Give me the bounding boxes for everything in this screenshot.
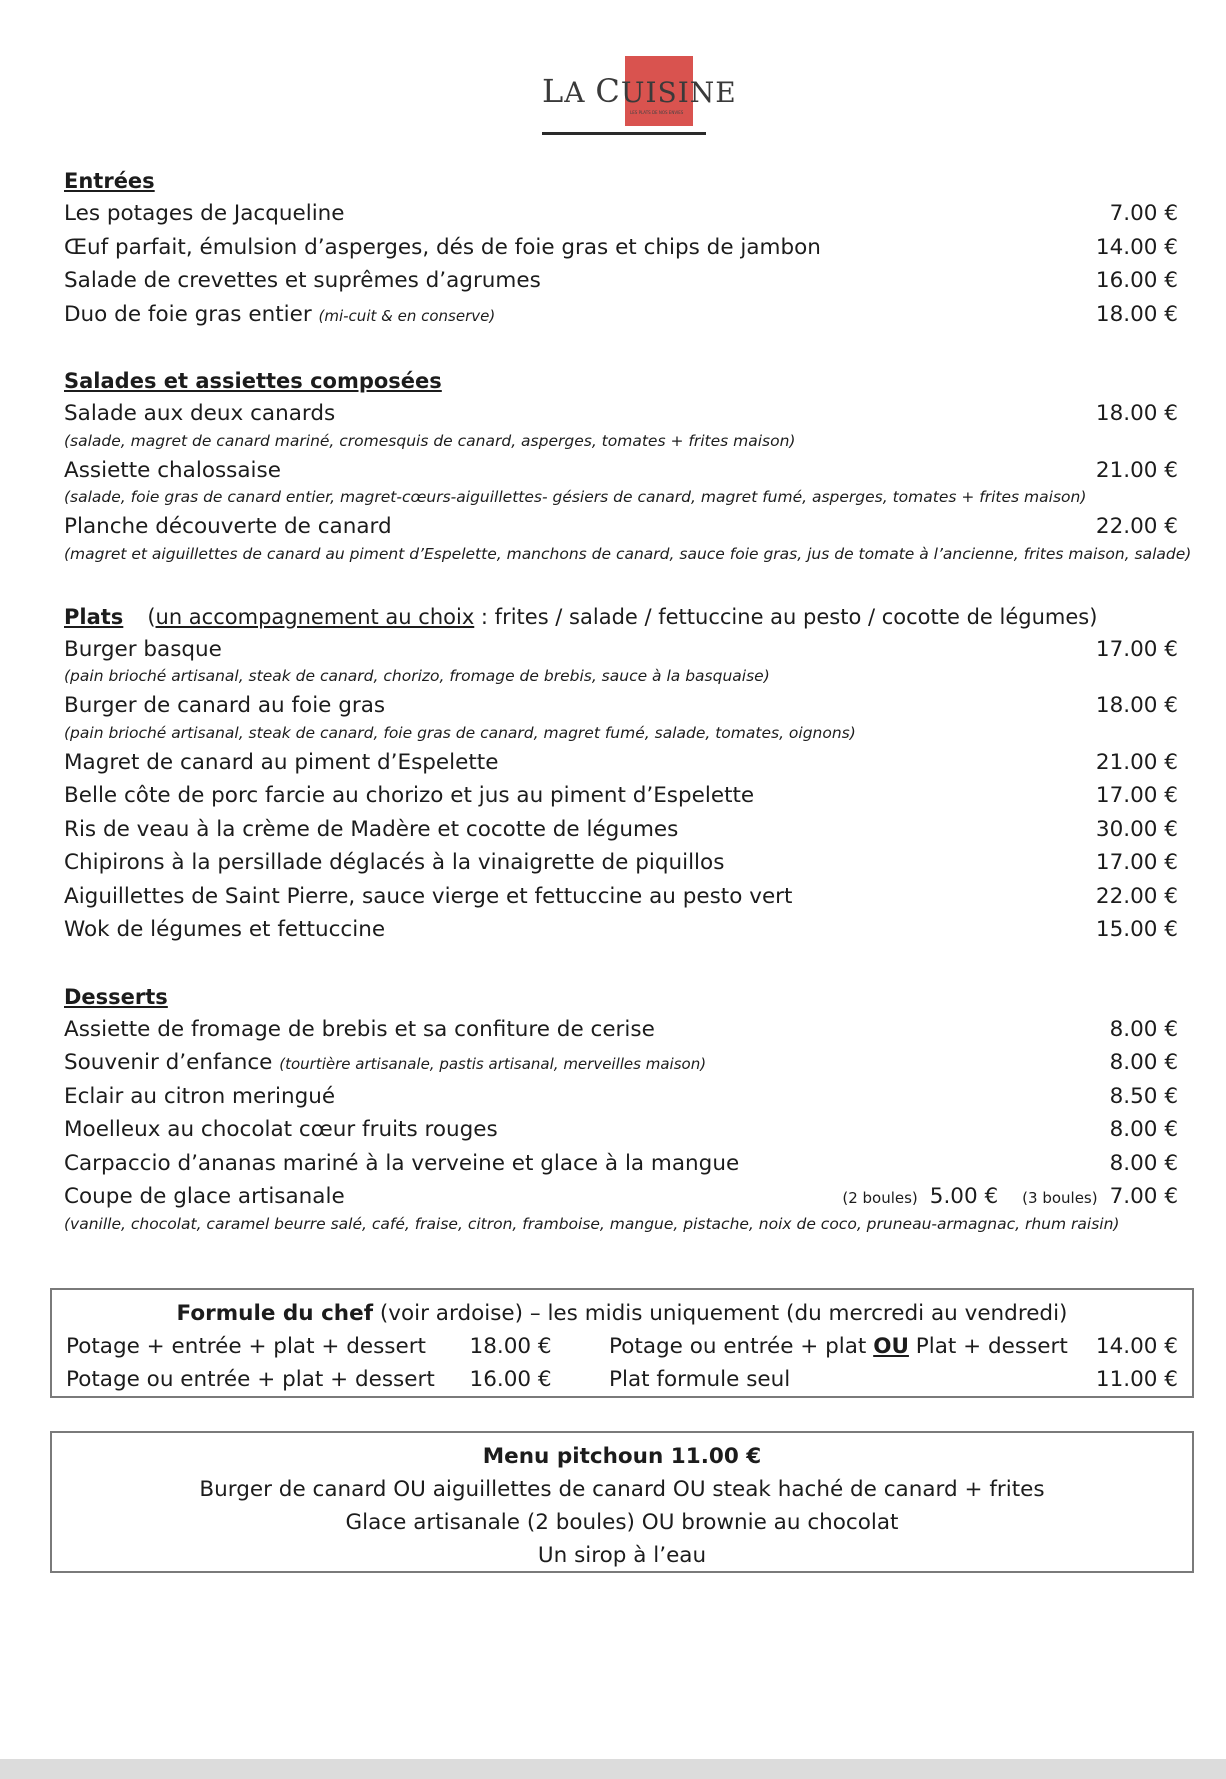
pitchoun-line: Un sirop à l’eau [537,1543,707,1568]
item-note: (tourtière artisanale, pastis artisanal, merveilles maison) [279,1055,707,1073]
item-price: 18.00 € [1095,693,1178,718]
item-name: Chipirons à la persillade déglacés à la vinaigrette de piquillos [64,850,725,875]
item-price: 21.00 € [1095,749,1178,775]
item-description: (pain brioché artisanal, steak de canard, foie gras de canard, magret fumé, salade, tomates, oignons) [64,723,856,742]
item-name: Moelleux au chocolat cœur fruits rouges [64,1117,498,1142]
menu-item [64,510,1178,544]
formule-row [66,1363,1178,1396]
glace-label-3: (3 boules) [1022,1189,1098,1207]
item-name: Salade aux deux canards [64,401,336,426]
menu-item [64,779,1178,813]
item-description: (salade, magret de canard mariné, cromesquis de canard, asperges, tomates + frites maison) [64,431,796,450]
logo-text: LA CUISINE [542,72,737,110]
item-price: 18.00 € [1095,301,1178,327]
item-name: Souvenir d’enfance [64,1050,273,1075]
section-salades [64,365,1192,567]
item-price: 14.00 € [1095,234,1178,260]
item-name: Coupe de glace artisanale [64,1184,345,1209]
pitchoun-line: Burger de canard OU aiguillettes de canard OU steak haché de canard + frites [199,1477,1045,1502]
menu-item [64,846,1178,880]
item-price: 8.00 € [1109,1150,1178,1176]
menu-item [64,1113,1178,1147]
pitchoun-box [50,1431,1194,1573]
menu-item [64,813,1178,847]
item-price: 17.00 € [1095,783,1178,808]
menu-item-glace [64,1180,1178,1214]
item-name: Carpaccio d’ananas mariné à la verveine et glace à la mangue [64,1150,740,1176]
formule-label: Potage ou entrée + plat + dessert [66,1367,435,1392]
item-name: Duo de foie gras entier [64,301,312,327]
menu-item [64,1013,1178,1047]
formule-row [66,1330,1178,1363]
section-entrees [64,165,1178,331]
pitchoun-line: Glace artisanale (2 boules) OU brownie au chocolat [345,1510,899,1535]
item-note: (mi-cuit & en conserve) [318,306,496,325]
glace-price-3: 7.00 € [1109,1184,1178,1209]
menu-item [64,1046,1178,1080]
section-title: Plats [64,604,124,629]
item-name: Assiette de fromage de brebis et sa confiture de cerise [64,1016,655,1042]
item-name: Assiette chalossaise [64,457,281,483]
formule-label: Plat formule seul [609,1367,791,1392]
item-price: 21.00 € [1095,457,1178,483]
glace-price-2: 5.00 € [929,1184,999,1209]
menu-item [64,1080,1178,1114]
item-price: 16.00 € [1095,268,1178,293]
logo-tagline: LES PLATS DE NOS ENVIES [630,110,684,115]
item-price: 15.00 € [1095,917,1178,942]
item-name: Œuf parfait, émulsion d’asperges, dés de foie gras et chips de jambon [64,234,821,260]
menu-item [64,880,1178,914]
section-title: Salades et assiettes composées [64,369,442,393]
item-price: 17.00 € [1095,850,1178,875]
item-price: 7.00 € [1109,201,1178,226]
menu-item [64,1147,1178,1181]
bottom-edge-bar [0,1759,1226,1779]
menu-item [64,633,1178,667]
glace-label-2: (2 boules) [842,1189,918,1207]
formule-label: Potage ou entrée + plat OU Plat + dessert [609,1334,1068,1359]
item-name: Ris de veau à la crème de Madère et cocotte de légumes [64,816,679,842]
item-description: (magret et aiguillettes de canard au piment d’Espelette, manchons de canard, sauce foie gras, jus de tomate à l’ancienne, frites maison, salade) [64,544,1192,563]
logo-underline [542,132,706,135]
item-name: Salade de crevettes et suprêmes d’agrumes [64,268,541,293]
item-price: 30.00 € [1095,816,1178,842]
section-title: Entrées [64,169,155,193]
menu-item [64,454,1178,488]
item-price: 22.00 € [1095,883,1178,909]
item-price: 8.50 € [1109,1083,1178,1109]
formule-price: 18.00 € [469,1334,552,1359]
section-header [64,601,1178,633]
item-price: 8.00 € [1109,1050,1178,1075]
item-name: Wok de légumes et fettuccine [64,917,386,942]
item-price: 8.00 € [1109,1117,1178,1142]
formule-label: Potage + entrée + plat + dessert [66,1334,426,1359]
menu-item [64,264,1178,298]
formule-price: 11.00 € [1095,1367,1178,1392]
item-name: Les potages de Jacqueline [64,201,345,226]
menu-item [64,298,1178,332]
item-name: Burger basque [64,636,222,662]
item-price: 17.00 € [1095,636,1178,662]
item-name: Burger de canard au foie gras [64,693,386,718]
item-name: Magret de canard au piment d’Espelette [64,749,499,775]
formule-price: 16.00 € [469,1367,552,1392]
menu-content [64,165,1192,1271]
pitchoun-title: Menu pitchoun 11.00 € [482,1444,762,1469]
item-name: Planche découverte de canard [64,514,392,539]
restaurant-logo [538,52,737,137]
item-price: 18.00 € [1095,401,1178,426]
item-price: 8.00 € [1109,1016,1178,1042]
formule-price: 14.00 € [1095,1334,1178,1359]
item-name: Belle côte de porc farcie au chorizo et jus au piment d’Espelette [64,783,755,808]
section-note: (un accompagnement au choix : frites / salade / fettuccine au pesto / cocotte de légumes) [147,604,1098,629]
item-name: Aiguillettes de Saint Pierre, sauce vierge et fettuccine au pesto vert [64,883,793,909]
menu-item [64,397,1178,431]
menu-item [64,913,1178,947]
section-title: Desserts [64,984,168,1009]
menu-item [64,231,1178,265]
item-description: (pain brioché artisanal, steak de canard, chorizo, fromage de brebis, sauce à la basquaise) [64,667,770,685]
item-name: Eclair au citron meringué [64,1083,336,1109]
menu-item [64,746,1178,780]
item-description: (salade, foie gras de canard entier, magret-cœurs-aiguillettes- gésiers de canard, magret fumé, asperges, tomates + frites maison) [64,488,1087,506]
item-description: (vanille, chocolat, caramel beurre salé, café, fraise, citron, framboise, mangue, pistache, noix de coco, pruneau-armagnac, rhum raisin) [64,1214,1120,1233]
section-desserts [64,981,1178,1237]
formule-title: Formule du chef (voir ardoise) – les midis uniquement (du mercredi au vendredi) [176,1301,1068,1326]
menu-item [64,197,1178,231]
menu-item [64,689,1178,723]
section-plats [64,601,1178,947]
item-price: 22.00 € [1095,514,1178,539]
formule-box [50,1288,1194,1398]
glace-prices [842,1180,1178,1216]
